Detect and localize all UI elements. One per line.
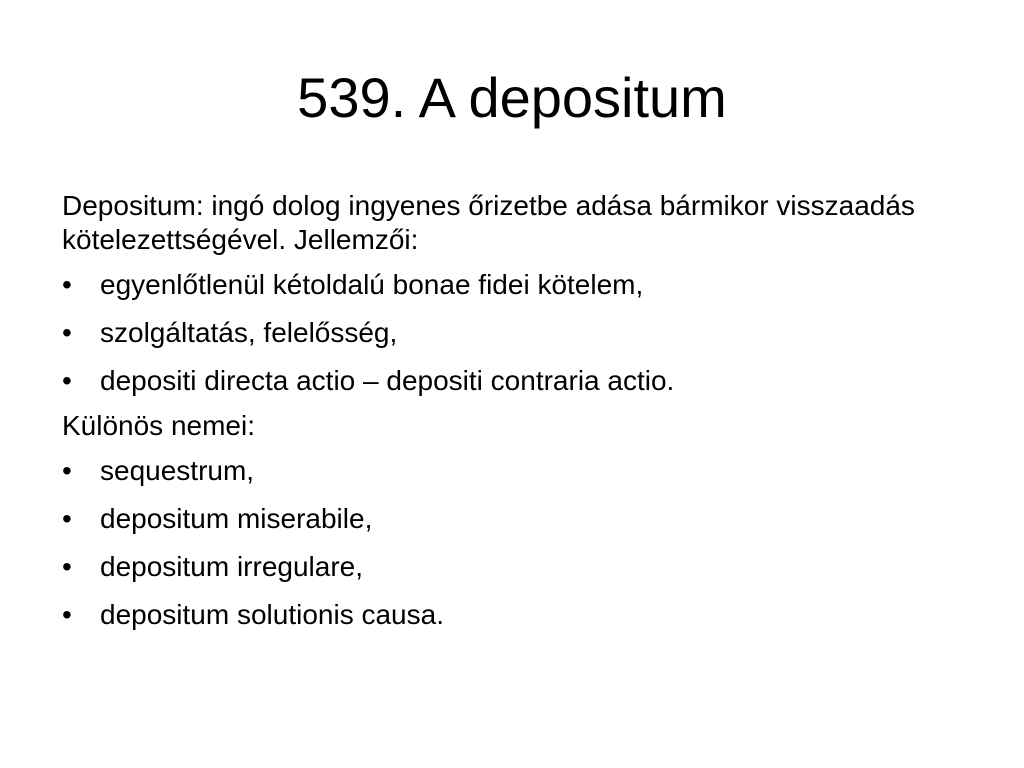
types-heading: Különös nemei: (62, 410, 256, 441)
slide-content (62, 189, 962, 643)
bullet-icon: • (62, 317, 72, 348)
list-item-text: sequestrum, (100, 455, 255, 486)
bullet-icon: • (62, 269, 72, 300)
features-list (62, 268, 962, 398)
list-item (62, 316, 962, 350)
list-item-text: egyenlőtlenül kétoldalú bonae fidei kötelem, (100, 269, 644, 300)
bullet-icon: • (62, 551, 72, 582)
list-item (62, 598, 962, 632)
list-item-text: depositum solutionis causa. (100, 599, 444, 630)
list-item (62, 502, 962, 536)
bullet-icon: • (62, 503, 72, 534)
list-item (62, 268, 962, 302)
bullet-icon: • (62, 365, 72, 396)
list-item (62, 454, 962, 488)
list-item (62, 364, 962, 398)
list-item-text: depositi directa actio – depositi contraria actio. (100, 365, 675, 396)
list-item-text: depositum irregulare, (100, 551, 364, 582)
intro-paragraph: Depositum: ingó dolog ingyenes őrizetbe adása bármikor visszaadás kötelezettségével. Jellemzői: (62, 190, 915, 255)
types-list (62, 454, 962, 632)
list-item-text: szolgáltatás, felelősség, (100, 317, 398, 348)
slide-title: 539. A depositum (297, 66, 727, 129)
list-item (62, 550, 962, 584)
bullet-icon: • (62, 599, 72, 630)
bullet-icon: • (62, 455, 72, 486)
list-item-text: depositum miserabile, (100, 503, 373, 534)
